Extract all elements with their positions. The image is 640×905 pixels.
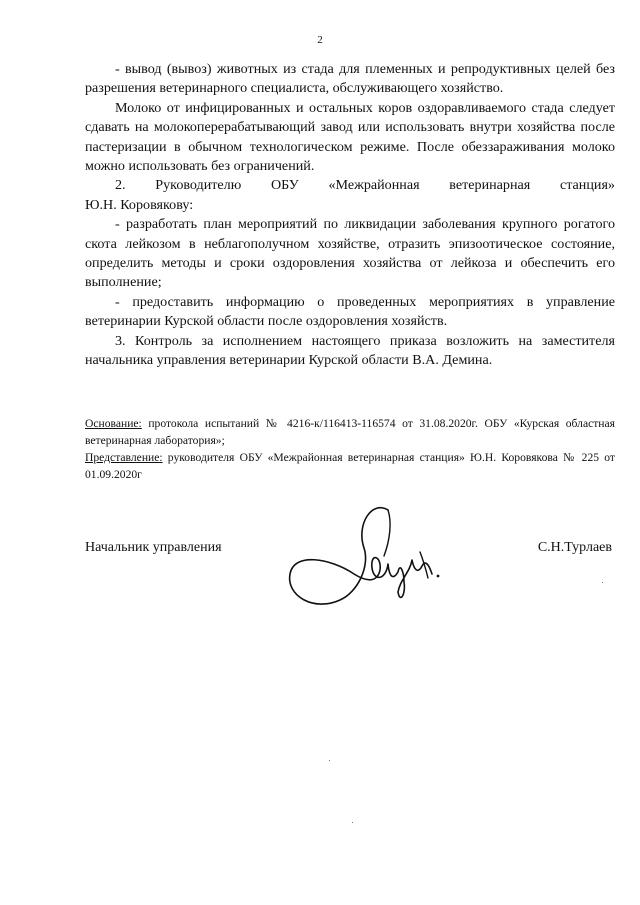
basis-text: протокола испытаний № 4216-к/116413-116574 от 31.08.2020г. ОБУ «Курская областная ветеринарная лаборатория»; — [85, 417, 615, 447]
scan-speck — [329, 760, 330, 761]
basis-line — [85, 415, 615, 449]
order-body — [85, 60, 615, 371]
signatory-title: Начальник управления — [85, 540, 222, 555]
submission-label: Представление: — [85, 451, 163, 464]
word: Руководителю — [155, 177, 242, 194]
word: станция» — [559, 177, 615, 194]
page-number: 2 — [317, 34, 323, 46]
scan-speck — [602, 582, 603, 583]
word: ОБУ — [270, 177, 299, 194]
paragraph-item-2-addressee: Ю.Н. Коровякову: — [85, 196, 194, 213]
basis-label: Основание: — [85, 417, 142, 430]
handwritten-signature — [280, 500, 460, 610]
submission-line — [85, 449, 615, 483]
paragraph-item-3-control: 3. Контроль за исполнением настоящего приказа возложить на заместителя начальника управления ветеринарии Курской области В.А. Демина. — [85, 332, 615, 369]
scan-speck — [352, 822, 353, 823]
paragraph-provide-info: - предоставить информацию о проведенных мероприятиях в управление ветеринарии Курской области после оздоровления хозяйств. — [85, 293, 615, 330]
word: ветеринарная — [449, 177, 531, 194]
basis-block — [85, 415, 615, 483]
signatory-name: С.Н.Турлаев — [537, 540, 612, 555]
paragraph-develop-plan: - разработать план мероприятий по ликвидации заболевания крупного рогатого скота лейкозом в неблагополучном хозяйстве, отразить эпизоотическое состояние, определить методы и сроки оздоровления хозяйства от лейкоза и обеспечить его выполнение; — [85, 216, 615, 291]
paragraph-prohibition-removal: - вывод (вывоз) животных из стада для племенных и репродуктивных целей без разрешения ветеринарного специалиста, обслуживающего хозяйство. — [85, 61, 615, 97]
word: «Межрайонная — [328, 177, 420, 194]
paragraph-milk-handling: Молоко от инфицированных и остальных коров оздоравливаемого стада следует сдавать на молокоперерабатывающий завод или использовать внутри хозяйства после пастеризации в обычном технологическом режиме. После обеззараживания молоко можно использовать без ограничений. — [85, 99, 615, 175]
submission-text: руководителя ОБУ «Межрайонная ветеринарная станция» Ю.Н. Коровякова № 225 от 01.09.2020г — [85, 451, 615, 481]
paragraph-item-2-heading — [85, 176, 615, 195]
item-number: 2. — [115, 177, 126, 194]
